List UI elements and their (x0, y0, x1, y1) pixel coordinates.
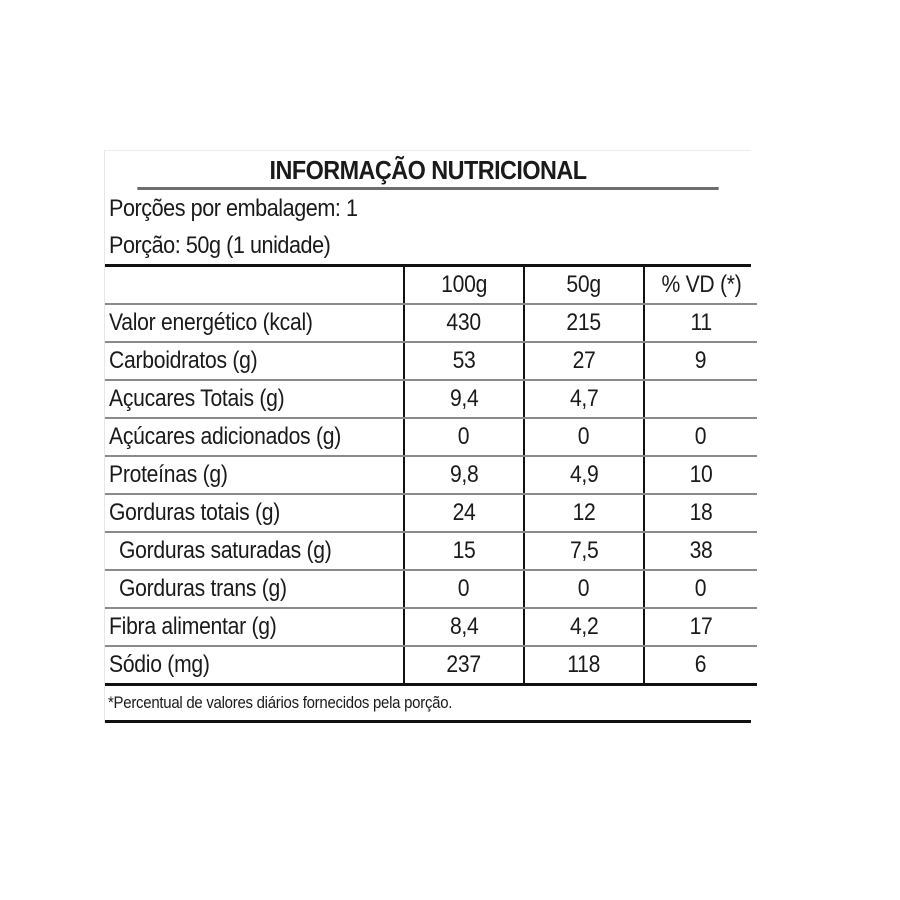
per-serving-cell-text: 4,2 (569, 613, 599, 640)
per-serving-cell (524, 494, 644, 532)
header-text: 50g (566, 271, 602, 298)
per-100g-cell (404, 570, 524, 608)
daily-value-cell (644, 608, 757, 646)
header-text: % VD (*) (660, 271, 742, 298)
table-row (105, 418, 757, 456)
footnote (105, 686, 751, 723)
daily-value-cell (644, 342, 757, 380)
per-100g-cell (404, 342, 524, 380)
nutrition-facts-label (104, 150, 751, 723)
table-row (105, 494, 757, 532)
nutrient-name-cell-text: Carboidratos (g) (109, 347, 258, 374)
nutrient-name-cell (105, 456, 404, 494)
header-cell-nutrient (105, 267, 404, 304)
table-row (105, 342, 757, 380)
nutrient-name-cell (105, 646, 404, 685)
per-serving-cell (524, 456, 644, 494)
header-cell-vd (644, 267, 757, 304)
serving-size (105, 227, 751, 267)
nutrient-name-cell-text: Sódio (mg) (109, 651, 210, 678)
nutrient-name-cell (105, 532, 404, 570)
per-serving-cell-text: 118 (567, 651, 601, 678)
per-100g-cell-text: 9,8 (449, 461, 479, 488)
per-serving-cell-text: 0 (578, 575, 590, 602)
per-100g-cell-text: 0 (458, 575, 470, 602)
nutrient-name-cell-text: Açucares Totais (g) (109, 385, 285, 412)
daily-value-cell-text: 10 (689, 461, 713, 488)
header-text: 100g (441, 271, 487, 298)
table-row (105, 646, 757, 685)
nutrient-name-cell-text: Fibra alimentar (g) (109, 613, 277, 640)
nutrient-name-cell (105, 418, 404, 456)
nutrient-name-cell (105, 304, 404, 342)
per-serving-cell (524, 380, 644, 418)
nutrient-name-cell-text: Açúcares adicionados (g) (109, 423, 341, 450)
table-row (105, 532, 757, 570)
per-100g-cell (404, 418, 524, 456)
table-row (105, 380, 757, 418)
daily-value-cell (644, 418, 757, 456)
servings-per-package-text: Porções por embalagem: 1 (109, 195, 358, 222)
per-serving-cell-text: 0 (578, 423, 590, 450)
per-100g-cell-text: 430 (446, 309, 482, 336)
nutrient-name-cell-text: Gorduras totais (g) (109, 499, 281, 526)
per-100g-cell (404, 608, 524, 646)
per-serving-cell-text: 4,7 (569, 385, 599, 412)
per-100g-cell-text: 53 (452, 347, 476, 374)
nutrition-table (105, 267, 757, 686)
per-100g-cell (404, 456, 524, 494)
per-100g-cell-text: 24 (452, 499, 476, 526)
per-100g-cell (404, 494, 524, 532)
nutrient-name-cell-text: Gorduras saturadas (g) (119, 537, 332, 564)
per-serving-cell (524, 608, 644, 646)
per-serving-cell (524, 532, 644, 570)
table-row (105, 304, 757, 342)
nutrient-name-cell (105, 608, 404, 646)
daily-value-cell-text: 38 (689, 537, 713, 564)
table-row (105, 456, 757, 494)
daily-value-cell (644, 570, 757, 608)
daily-value-cell-text: 18 (689, 499, 713, 526)
nutrient-name-cell-text: Proteínas (g) (109, 461, 228, 488)
footnote-text: *Percentual de valores diários fornecidos pela porção. (108, 693, 453, 712)
per-100g-cell (404, 646, 524, 685)
table-row (105, 570, 757, 608)
label-title (137, 151, 718, 190)
table-row (105, 608, 757, 646)
nutrient-name-cell (105, 380, 404, 418)
daily-value-cell-text: 17 (689, 613, 713, 640)
daily-value-cell (644, 494, 757, 532)
daily-value-cell (644, 456, 757, 494)
daily-value-cell (644, 380, 757, 418)
per-100g-cell-text: 8,4 (449, 613, 479, 640)
per-serving-cell (524, 646, 644, 685)
daily-value-cell (644, 532, 757, 570)
serving-size-text: Porção: 50g (1 unidade) (109, 232, 331, 259)
per-serving-cell (524, 304, 644, 342)
per-100g-cell (404, 380, 524, 418)
per-serving-cell-text: 7,5 (569, 537, 599, 564)
nutrient-name-cell (105, 342, 404, 380)
per-100g-cell-text: 237 (446, 651, 482, 678)
nutrient-name-cell-text: Valor energético (kcal) (109, 309, 313, 336)
daily-value-cell-text: 6 (695, 651, 707, 678)
daily-value-cell-text: 11 (690, 309, 712, 336)
per-serving-cell-text: 27 (572, 347, 596, 374)
daily-value-cell (644, 304, 757, 342)
per-serving-cell-text: 12 (572, 499, 596, 526)
per-100g-cell-text: 9,4 (449, 385, 479, 412)
servings-per-package (105, 190, 751, 227)
header-cell-100g (404, 267, 524, 304)
daily-value-cell-text: 9 (695, 347, 707, 374)
nutrient-name-cell (105, 494, 404, 532)
label-title-text: INFORMAÇÃO NUTRICIONAL (269, 155, 587, 185)
nutrient-name-cell-text: Gorduras trans (g) (119, 575, 287, 602)
nutrient-name-cell (105, 570, 404, 608)
per-serving-cell (524, 570, 644, 608)
per-serving-cell (524, 418, 644, 456)
header-row (105, 267, 757, 304)
daily-value-cell-text: 0 (695, 575, 707, 602)
per-100g-cell (404, 304, 524, 342)
header-cell-50g (524, 267, 644, 304)
per-serving-cell-text: 215 (566, 309, 602, 336)
per-100g-cell-text: 0 (458, 423, 470, 450)
per-serving-cell (524, 342, 644, 380)
per-100g-cell (404, 532, 524, 570)
daily-value-cell-text: 0 (695, 423, 707, 450)
per-serving-cell-text: 4,9 (569, 461, 599, 488)
daily-value-cell (644, 646, 757, 685)
per-100g-cell-text: 15 (452, 537, 476, 564)
